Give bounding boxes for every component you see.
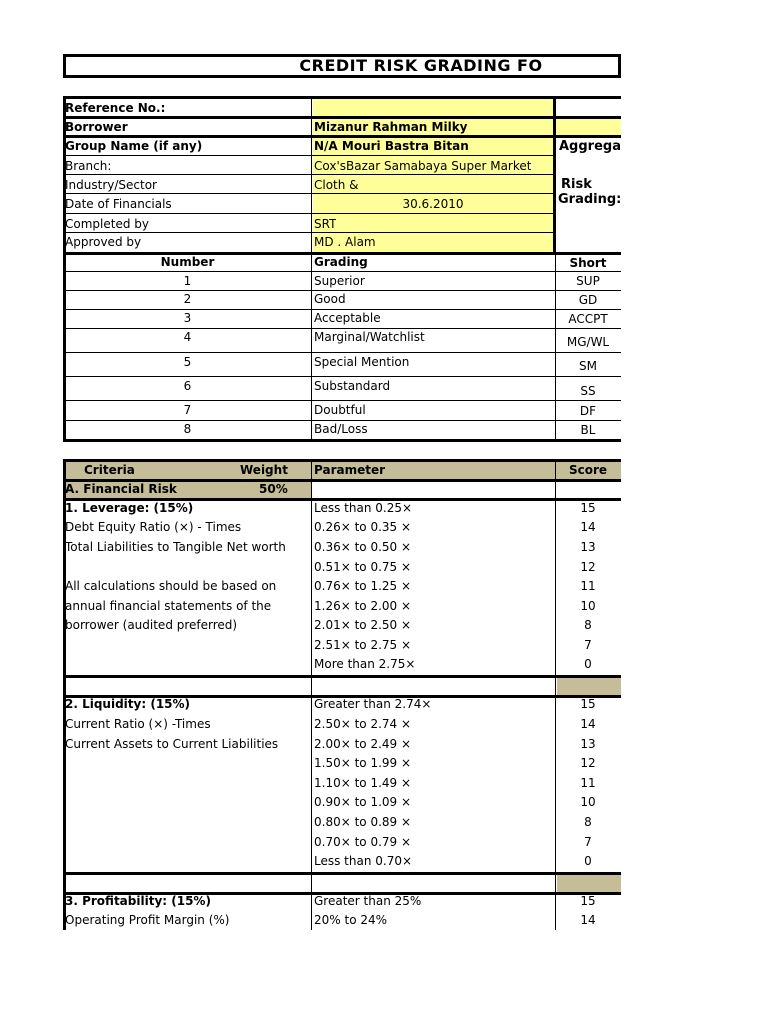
profitability-title: 3. Profitability: (15%) — [65, 894, 211, 908]
profitability-score: 15 — [580, 894, 596, 908]
liquidity-desc: Current Assets to Current Liabilities — [65, 737, 279, 751]
branch-field[interactable]: Cox'sBazar Samabaya Super Market — [314, 159, 532, 173]
leverage-desc: Debt Equity Ratio (×) - Times — [65, 520, 242, 534]
grade-name: Bad/Loss — [314, 422, 368, 436]
liquidity-score: 7 — [584, 835, 592, 849]
liquidity-subtotal-bg — [557, 873, 621, 893]
aggregate-label: Aggrega — [559, 139, 621, 154]
liquidity-score: 8 — [584, 815, 592, 829]
liquidity-param: Greater than 2.74× — [314, 697, 432, 711]
grade-short: ACCPT — [568, 312, 608, 326]
grade-short: MG/WL — [566, 335, 610, 349]
leverage-param: 0.36× to 0.50 × — [314, 540, 412, 554]
liquidity-score: 10 — [580, 795, 596, 809]
liquidity-score: 11 — [580, 776, 596, 790]
grade-number: 8 — [183, 422, 192, 436]
grade-name: Substandard — [314, 379, 391, 393]
liquidity-param: 1.10× to 1.49 × — [314, 776, 412, 790]
grade-name: Doubtful — [314, 403, 366, 417]
borrower-field[interactable]: Mizanur Rahman Milky — [314, 120, 468, 134]
leverage-score: 7 — [584, 638, 592, 652]
liquidity-param: Less than 0.70× — [314, 854, 413, 868]
financials-date-field[interactable]: 30.6.2010 — [402, 197, 464, 211]
profitability-desc: Operating Profit Margin (%) — [65, 913, 230, 927]
liquidity-title: 2. Liquidity: (15%) — [65, 697, 191, 711]
grade-name: Superior — [314, 274, 365, 288]
leverage-score: 0 — [584, 657, 592, 671]
grade-number: 7 — [183, 403, 192, 417]
leverage-param: 1.26× to 2.00 × — [314, 599, 412, 613]
leverage-param: 0.76× to 1.25 × — [314, 579, 412, 593]
liquidity-score: 0 — [584, 854, 592, 868]
profitability-score: 14 — [580, 913, 596, 927]
leverage-desc: borrower (audited preferred) — [65, 618, 238, 632]
industry-field[interactable]: Cloth & — [314, 178, 359, 192]
leverage-param: Less than 0.25× — [314, 501, 413, 515]
criteria-header: Criteria — [84, 463, 135, 477]
info-label-reference: Reference No.: — [65, 101, 166, 115]
grade-name: Marginal/Watchlist — [314, 330, 425, 344]
liquidity-param: 2.00× to 2.49 × — [314, 737, 412, 751]
grade-header-grading: Grading — [314, 255, 368, 269]
grade-name: Special Mention — [314, 355, 410, 369]
financial-risk-weight: 50% — [259, 482, 288, 496]
leverage-score: 14 — [580, 520, 596, 534]
approved-by-field[interactable]: MD . Alam — [314, 235, 376, 249]
weight-header: Weight — [240, 463, 288, 477]
title-text: CREDIT RISK GRADING FO — [299, 56, 543, 75]
leverage-score: 13 — [580, 540, 596, 554]
leverage-score: 8 — [584, 618, 592, 632]
risk-label: Risk — [561, 177, 592, 192]
leverage-param: 0.51× to 0.75 × — [314, 560, 412, 574]
page-title — [63, 54, 621, 78]
liquidity-desc: Current Ratio (×) -Times — [65, 717, 211, 731]
grade-short: SS — [580, 384, 596, 398]
grade-number: 1 — [183, 274, 192, 288]
profitability-param: Greater than 25% — [314, 894, 422, 908]
grade-number: 5 — [183, 355, 192, 369]
leverage-score: 15 — [580, 501, 596, 515]
profitability-param: 20% to 24% — [314, 913, 388, 927]
liquidity-score: 15 — [580, 697, 596, 711]
info-label-completed: Completed by — [65, 217, 149, 231]
leverage-param: 0.26× to 0.35 × — [314, 520, 412, 534]
liquidity-param: 1.50× to 1.99 × — [314, 756, 412, 770]
leverage-desc: All calculations should be based on — [65, 579, 277, 593]
grading-label: Grading: — [558, 192, 622, 207]
grade-short: SM — [579, 359, 597, 373]
leverage-param: 2.01× to 2.50 × — [314, 618, 412, 632]
liquidity-param: 0.80× to 0.89 × — [314, 815, 412, 829]
grade-header-short: Short — [569, 256, 607, 270]
leverage-score: 10 — [580, 599, 596, 613]
group-field[interactable]: N/A Mouri Bastra Bitan — [314, 139, 469, 153]
grade-short: SUP — [576, 274, 600, 288]
liquidity-score: 12 — [580, 756, 596, 770]
leverage-score: 12 — [580, 560, 596, 574]
grade-name: Good — [314, 292, 346, 306]
info-label-date: Date of Financials — [65, 197, 172, 211]
completed-by-field[interactable]: SRT — [314, 217, 337, 231]
info-label-branch: Branch: — [65, 159, 112, 173]
grade-name: Acceptable — [314, 311, 381, 325]
liquidity-param: 0.70× to 0.79 × — [314, 835, 412, 849]
leverage-title: 1. Leverage: (15%) — [65, 501, 194, 515]
info-label-approved: Approved by — [65, 235, 142, 249]
parameter-header: Parameter — [314, 463, 386, 477]
info-label-borrower: Borrower — [65, 120, 128, 134]
grade-short: BL — [580, 423, 596, 437]
score-header: Score — [568, 463, 608, 477]
leverage-score: 11 — [580, 579, 596, 593]
grade-number: 4 — [183, 330, 192, 344]
grade-number: 3 — [183, 311, 192, 325]
leverage-param: 2.51× to 2.75 × — [314, 638, 412, 652]
grade-header-number: Number — [160, 255, 215, 269]
grade-short: GD — [578, 293, 598, 307]
leverage-subtotal-bg — [557, 677, 621, 696]
info-label-industry: Industry/Sector — [65, 178, 157, 192]
grade-short: DF — [579, 404, 597, 418]
liquidity-score: 14 — [580, 717, 596, 731]
liquidity-param: 0.90× to 1.09 × — [314, 795, 412, 809]
liquidity-param: 2.50× to 2.74 × — [314, 717, 412, 731]
leverage-desc: Total Liabilities to Tangible Net worth — [65, 540, 286, 554]
leverage-desc: annual financial statements of the — [65, 599, 272, 613]
financial-risk-label: A. Financial Risk — [65, 482, 177, 496]
grade-number: 2 — [183, 292, 192, 306]
leverage-param: More than 2.75× — [314, 657, 416, 671]
liquidity-score: 13 — [580, 737, 596, 751]
info-label-group: Group Name (if any) — [65, 139, 203, 153]
grade-number: 6 — [183, 379, 192, 393]
